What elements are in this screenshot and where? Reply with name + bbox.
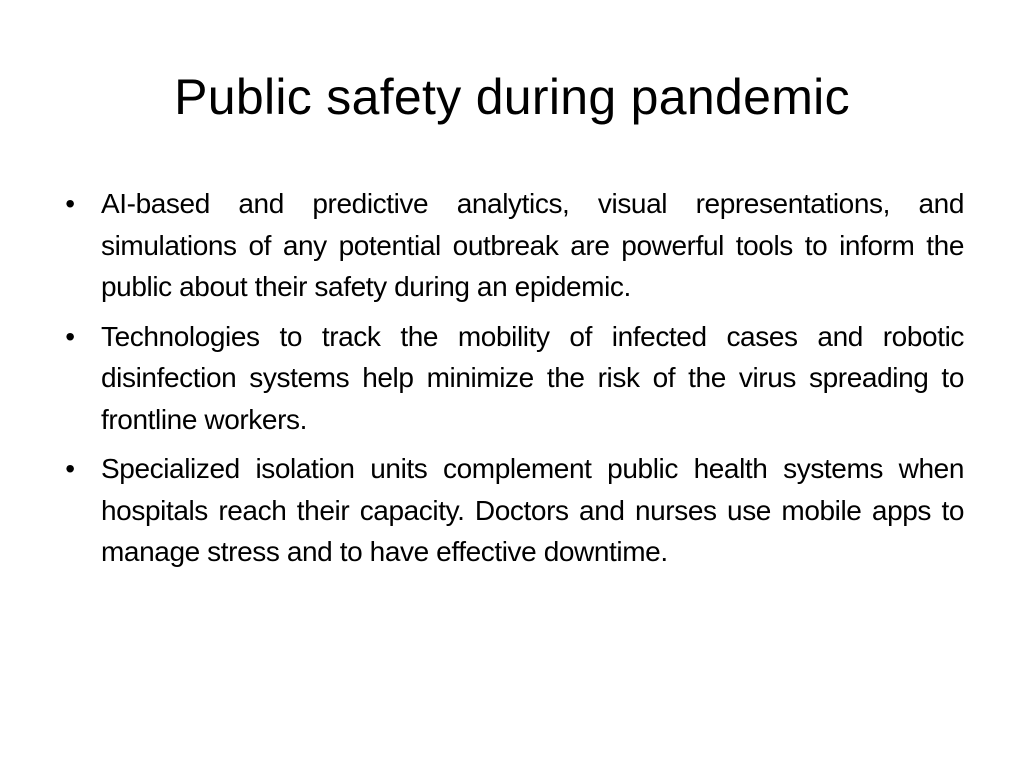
bullet-list [60, 183, 964, 581]
bullet-icon: • [65, 320, 75, 352]
bullet-text: Specialized isolation units complement public health systems when hospitals reach their capacity. Doctors and nurses use mobile apps to manage stress and to have effective downtime. [101, 453, 964, 567]
bullet-item-ai-analytics [60, 183, 964, 308]
bullet-icon: • [65, 188, 75, 219]
bullet-icon: • [65, 453, 75, 484]
bullet-item-isolation-units [60, 448, 964, 573]
slide-title: Public safety during pandemic [174, 69, 850, 125]
bullet-text: AI-based and predictive analytics, visual representations, and simulations of any potential outbreak are powerful tools to inform the public about their safety during an epidemic. [101, 188, 964, 302]
bullet-item-mobility-tracking [60, 316, 964, 441]
bullet-text: Technologies to track the mobility of infected cases and robotic disinfection systems help minimize the risk of the virus spreading to frontline workers. [101, 320, 964, 435]
